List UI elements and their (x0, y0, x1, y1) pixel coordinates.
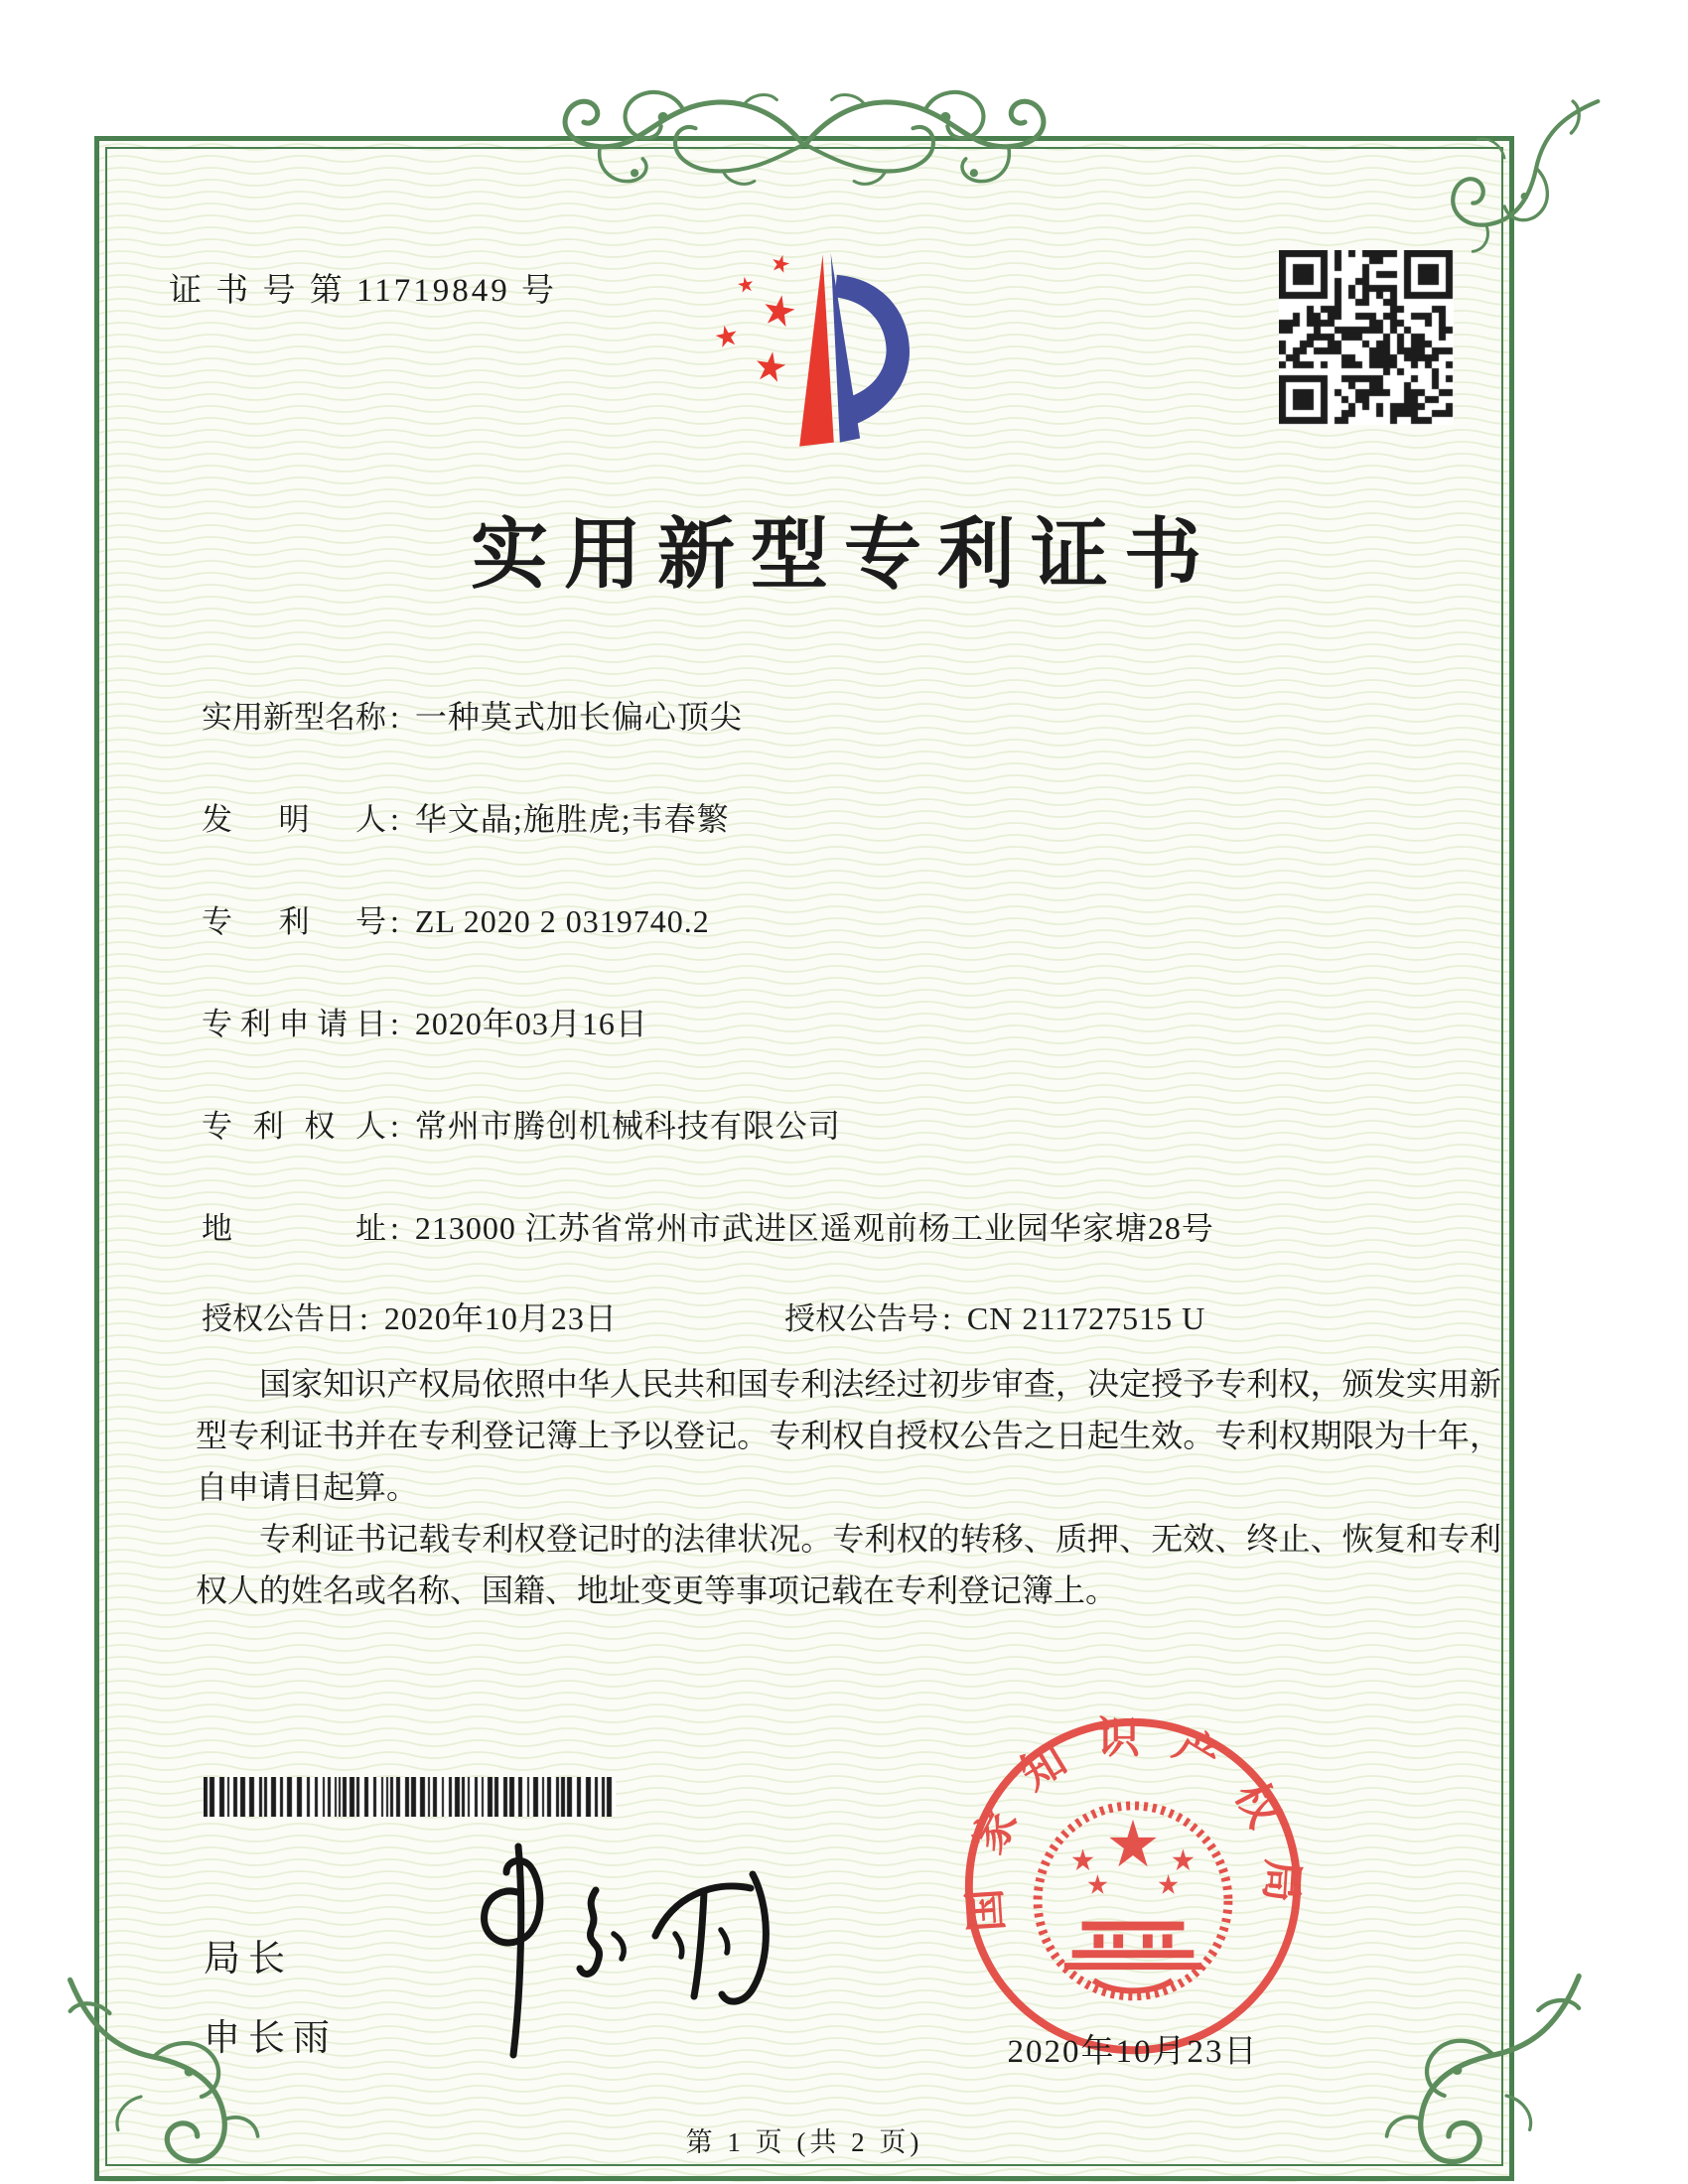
field-label: 专利号 (202, 904, 386, 939)
field-label: 专利申请日 (202, 1007, 386, 1041)
legal-paragraph-2: 专利证书记载专利权登记时的法律状况。专利权的转移、质押、无效、终止、恢复和专利权人的姓名或名称、国籍、地址变更等事项记载在专利登记簿上。 (196, 1521, 1501, 1608)
top-ornament-left (541, 83, 805, 196)
legal-paragraph-1: 国家知识产权局依照中华人民共和国专利法经过初步审查，决定授予专利权，颁发实用新型专利证书并在专利登记簿上予以登记。专利权自授权公告之日起生效。专利权期限为十年，自申请日起算。 (196, 1366, 1501, 1505)
field-colon: : (942, 1300, 951, 1336)
field-row-grant-date (202, 1294, 618, 1339)
director-signature (447, 1839, 814, 2077)
field-colon: : (390, 903, 399, 939)
field-label: 授权公告号 (784, 1301, 938, 1336)
field-row-filing-date (202, 999, 648, 1044)
field-colon: : (390, 1210, 399, 1246)
field-value: 2020年03月16日 (414, 1006, 648, 1041)
field-value: 213000 江苏省常州市武进区遥观前杨工业园华家塘28号 (414, 1210, 1214, 1246)
field-value: 常州市腾创机械科技有限公司 (414, 1108, 841, 1144)
logo-blade-red (799, 255, 834, 447)
director-name: 申长雨 (204, 2017, 338, 2058)
field-value: 华文晶;施胜虎;韦春繁 (414, 801, 730, 837)
field-row-grant-number (784, 1294, 1205, 1338)
field-row-utility-model-name (202, 692, 743, 738)
field-row-inventors (202, 794, 730, 840)
field-value: 2020年10月23日 (383, 1300, 618, 1336)
field-row-patentee (202, 1101, 841, 1147)
top-ornament-right (803, 83, 1067, 196)
field-label: 地址 (202, 1211, 386, 1246)
director-title: 局长 (204, 1938, 293, 1979)
certificate-number: 证 书 号 第 11719849 号 (169, 273, 558, 309)
field-row-address (202, 1203, 1214, 1249)
national-emblem (1038, 1806, 1228, 1996)
field-colon: : (359, 1300, 368, 1336)
field-value: CN 211727515 U (966, 1300, 1206, 1336)
logo-stars (714, 253, 797, 383)
seal-ring-text: 国家知识产权局 (959, 1714, 1307, 1934)
seal-date: 2020年10月23日 (1007, 2034, 1259, 2070)
page-footer: 第 1 页 (共 2 页) (685, 2127, 923, 2157)
certificate-title: 实用新型专利证书 (470, 511, 1217, 598)
field-colon: : (390, 699, 399, 735)
field-label: 专利权人 (202, 1109, 386, 1144)
field-label: 发明人 (202, 802, 386, 837)
official-seal (956, 1709, 1310, 2063)
corner-ornament-top-right (1438, 91, 1605, 258)
field-row-patent-number (202, 896, 710, 941)
field-value: ZL 2020 2 0319740.2 (414, 903, 710, 939)
field-label: 实用新型名称 (202, 700, 386, 735)
field-colon: : (390, 801, 399, 837)
field-value: 一种莫式加长偏心顶尖 (414, 699, 743, 735)
qr-code (1279, 250, 1454, 425)
field-label: 授权公告日 (202, 1301, 355, 1336)
barcode (204, 1777, 616, 1817)
field-colon: : (390, 1108, 399, 1144)
legal-text (196, 1358, 1501, 1616)
cnipa-logo (667, 238, 910, 453)
field-colon: : (390, 1006, 399, 1041)
